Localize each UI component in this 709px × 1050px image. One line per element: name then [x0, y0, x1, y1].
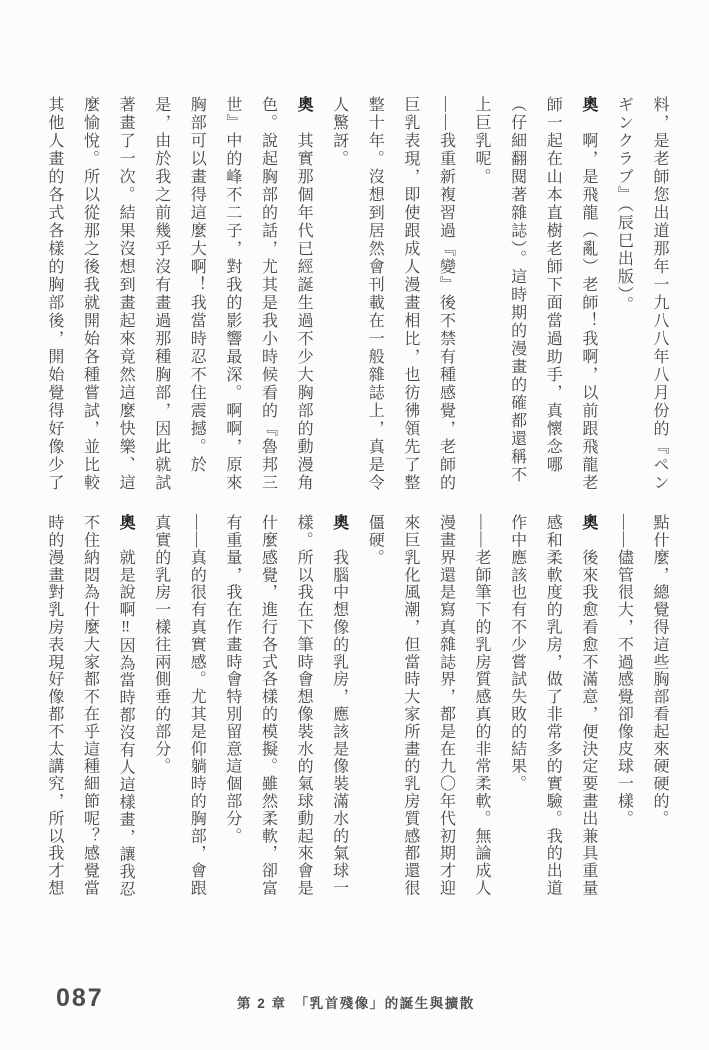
text-column: 是，由於我之前幾乎沒有畫過那種胸部，因此就試	[152, 96, 170, 492]
text-column: 樣。所以我在下筆時會想像裝水的氣球動起來會是	[295, 514, 313, 897]
text-column: ギンクラブ』（辰巳出版）。	[615, 96, 633, 314]
speaker-label: 奧	[295, 96, 313, 114]
text-column: 整十年。沒想到居然會刊載在一般雜誌上，真是令	[366, 96, 384, 492]
text-column: 胸部可以畫得這麼大啊！我當時忍不住震撼。於	[188, 96, 206, 474]
text-column: ——老師筆下的乳房質感真的非常柔軟。無論成人	[473, 514, 491, 897]
speaker-label: 奧	[579, 96, 597, 114]
text-column: （仔細翻閱著雜誌）。這時期的漫畫的確都還稱不	[508, 96, 526, 484]
text-column: 巨乳表現，即使跟成人漫畫相比，也彷彿領先了整	[401, 96, 419, 492]
text-column: 有重量，我在作畫時會特別留意這個部分。	[223, 514, 241, 845]
speaker-label: 奧	[117, 514, 135, 532]
text-column: 人驚訝。	[330, 96, 348, 168]
text-column: 奧 就是說啊‼因為當時都沒有人這樣畫，讓我忍	[117, 514, 135, 898]
text-column: 奧 啊，是飛龍（亂）老師！我啊，以前跟飛龍老	[579, 96, 597, 492]
text-block-top	[36, 96, 677, 496]
chapter-title: 第 2 章 「乳首殘像」的誕生與擴散	[237, 996, 475, 1011]
text-column: 什麼感覺，進行各式各樣的模擬。雖然柔軟，卻富	[259, 514, 277, 897]
text-column: 師一起在山本直樹老師下面當過助手，真懷念哪	[544, 96, 562, 474]
text-column: 漫畫界還是寫真雜誌界，都是在九〇年代初期才迎	[437, 514, 455, 897]
text-column: 著畫了一次。結果沒想到畫起來竟然這麼快樂、這	[117, 96, 135, 492]
text-column: 感和柔軟度的乳房，做了非常多的實驗。我的出道	[544, 514, 562, 897]
page-number: 087	[56, 984, 104, 1012]
text-column: 奧 我腦中想像的乳房，應該是像裝滿水的氣球一	[330, 514, 348, 897]
text-column: 麼愉悅。所以從那之後我就開始各種嘗試，並比較	[81, 96, 99, 492]
text-column: 點什麼，總覺得這些胸部看起來硬硬的。	[651, 514, 668, 828]
text-column: ——我重新複習過『變』後不禁有種感覺，老師的	[437, 96, 455, 492]
text-column: ——儘管很大，不過感覺卻像皮球一樣。	[615, 514, 633, 828]
speaker-label: 奧	[579, 514, 597, 532]
text-column: 色。說起胸部的話，尤其是我小時候看的『魯邦三	[259, 96, 277, 492]
text-column: 不住納悶為什麼大家都不在乎這種細節呢？感覺當	[81, 514, 99, 897]
text-column: 上巨乳呢。	[473, 96, 491, 186]
page-footer	[0, 984, 709, 1024]
text-block-bottom	[36, 514, 677, 896]
text-column: 奧 後來我愈看愈不滿意，便決定要畫出兼具重量	[579, 514, 597, 897]
text-column: 來巨乳化風潮，但當時大家所畫的乳房質感都還很	[401, 514, 419, 897]
text-column: 料，是老師您出道那年一九八八年八月份的『ペン	[651, 96, 668, 492]
speaker-label: 奧	[330, 514, 348, 532]
text-column: 其他人畫的各式各樣的胸部後，開始覺得好像少了	[45, 96, 63, 492]
text-column: 真實的乳房一樣往兩側垂的部分。	[152, 514, 170, 775]
text-column: 時的漫畫對乳房表現好像都不太講究，所以我才想	[45, 514, 63, 897]
text-column: 世』中的峰不二子，對我的影響最深。啊啊，原來	[223, 96, 241, 492]
text-column: 僵硬。	[366, 514, 384, 567]
text-column: 奧 其實那個年代已經誕生過不少大胸部的動漫角	[295, 96, 313, 492]
text-column: ——真的很有真實感。尤其是仰躺時的胸部，會跟	[188, 514, 206, 897]
text-column: 作中應該也有不少嘗試失敗的結果。	[508, 514, 526, 793]
